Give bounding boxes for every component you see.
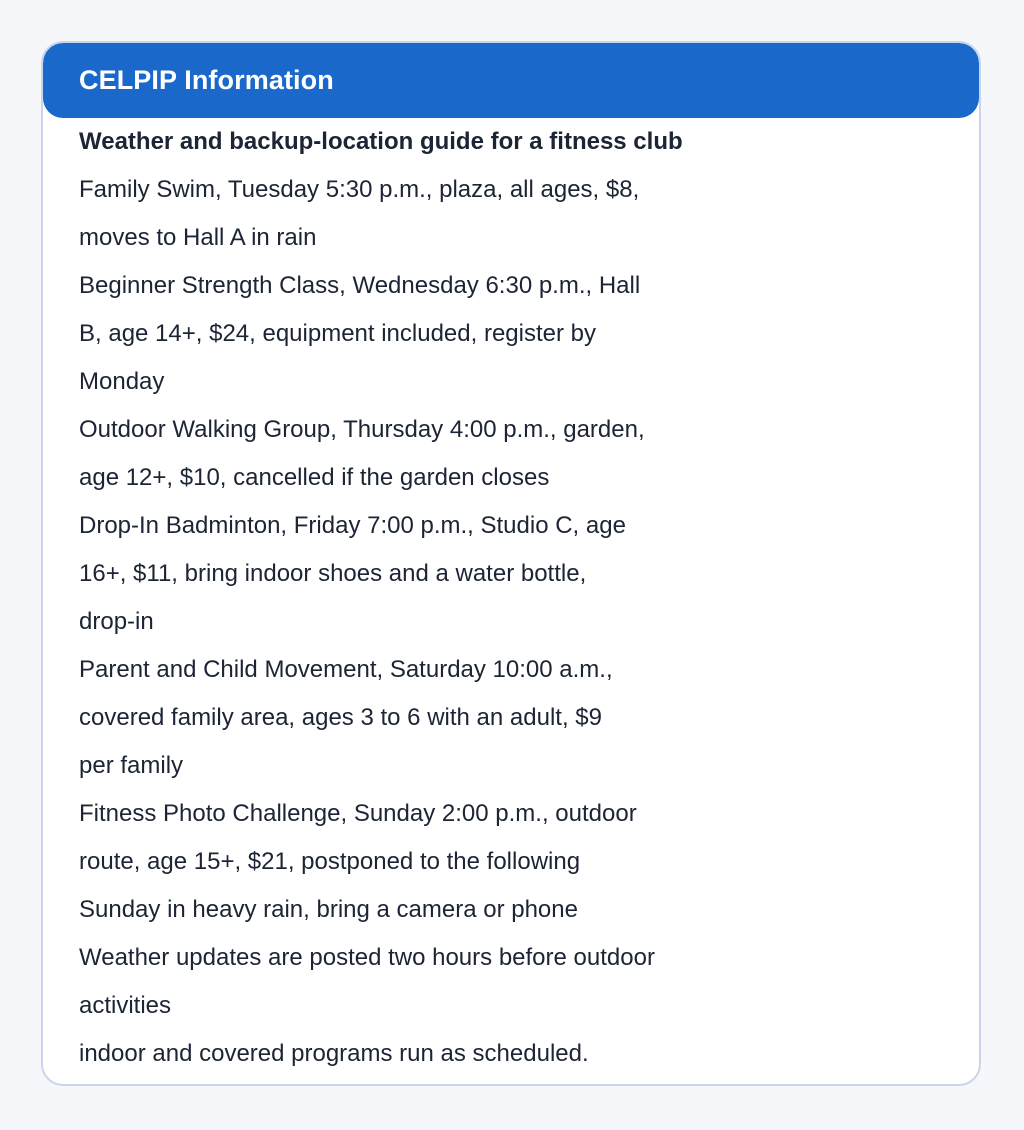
info-line-parent-child-3: per family [79, 752, 184, 779]
info-line-walking-1: Outdoor Walking Group, Thursday 4:00 p.m., garden, [79, 416, 645, 443]
info-card [41, 41, 981, 1086]
info-line-weather-1: Weather updates are posted two hours before outdoor [79, 944, 655, 971]
info-line-parent-child-2: covered family area, ages 3 to 6 with an adult, $9 [79, 704, 602, 731]
info-line-badminton-3: drop-in [79, 608, 154, 635]
info-line-weather-3: indoor and covered programs run as scheduled. [79, 1040, 589, 1067]
info-line-walking-2: age 12+, $10, cancelled if the garden closes [79, 464, 550, 491]
info-line-photo-3: Sunday in heavy rain, bring a camera or phone [79, 896, 578, 923]
info-line-family-swim-1: Family Swim, Tuesday 5:30 p.m., plaza, all ages, $8, [79, 176, 640, 203]
info-line-badminton-2: 16+, $11, bring indoor shoes and a water bottle, [79, 560, 587, 587]
info-line-badminton-1: Drop-In Badminton, Friday 7:00 p.m., Studio C, age [79, 512, 626, 539]
info-line-strength-1: Beginner Strength Class, Wednesday 6:30 p.m., Hall [79, 272, 641, 299]
info-line-weather-2: activities [79, 992, 172, 1019]
card-title: CELPIP Information [79, 65, 334, 95]
info-line-parent-child-1: Parent and Child Movement, Saturday 10:00 a.m., [79, 656, 613, 683]
card-body [43, 118, 769, 1078]
card-header [43, 43, 979, 118]
info-line-photo-2: route, age 15+, $21, postponed to the following [79, 848, 581, 875]
guide-subtitle: Weather and backup-location guide for a fitness club [79, 128, 683, 155]
info-line-photo-1: Fitness Photo Challenge, Sunday 2:00 p.m., outdoor [79, 800, 637, 827]
info-line-strength-2: B, age 14+, $24, equipment included, register by [79, 320, 597, 347]
info-line-family-swim-2: moves to Hall A in rain [79, 224, 317, 251]
info-line-strength-3: Monday [79, 368, 165, 395]
